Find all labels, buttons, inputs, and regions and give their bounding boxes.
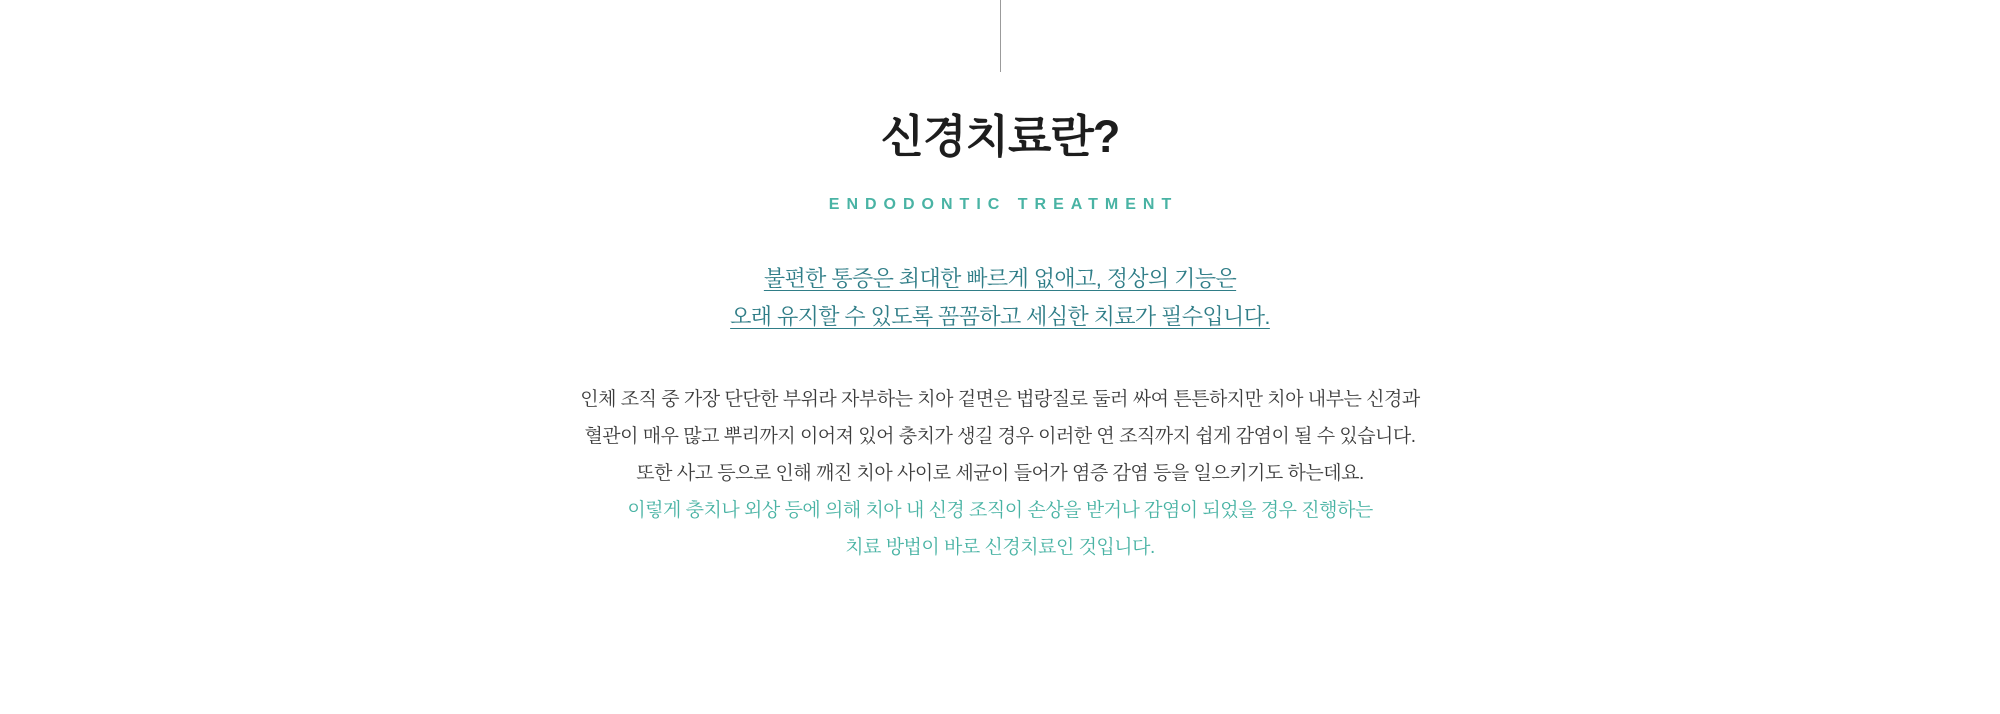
lead-line-1: 불편한 통증은 최대한 빠르게 없애고, 정상의 기능은 <box>763 265 1237 291</box>
lead-paragraph <box>0 214 2000 337</box>
body-paragraph <box>0 337 2000 566</box>
lead-line-2: 오래 유지할 수 있도록 꼼꼼하고 세심한 치료가 필수입니다. <box>730 304 1270 329</box>
page-title: 신경치료란? <box>880 111 1120 162</box>
body-accent-line-1: 이렇게 충치나 외상 등에 의해 치아 내 신경 조직이 손상을 받거나 감염이 되었을 경우 진행하는 <box>627 499 1373 521</box>
section-subtitle: ENDODONTIC TREATMENT <box>828 195 1179 213</box>
body-line-2: 혈관이 매우 많고 뿌리까지 이어져 있어 충치가 생길 경우 이러한 연 조직까지 쉽게 감염이 될 수 있습니다. <box>584 425 1416 447</box>
body-accent-line-2: 치료 방법이 바로 신경치료인 것입니다. <box>845 536 1155 558</box>
body-line-3: 또한 사고 등으로 인해 깨진 치아 사이로 세균이 들어가 염증 감염 등을 일으키기도 하는데요. <box>636 462 1364 484</box>
body-line-1: 인체 조직 중 가장 단단한 부위라 자부하는 치아 겉면은 법랑질로 둘러 싸여 튼튼하지만 치아 내부는 신경과 <box>580 388 1420 410</box>
